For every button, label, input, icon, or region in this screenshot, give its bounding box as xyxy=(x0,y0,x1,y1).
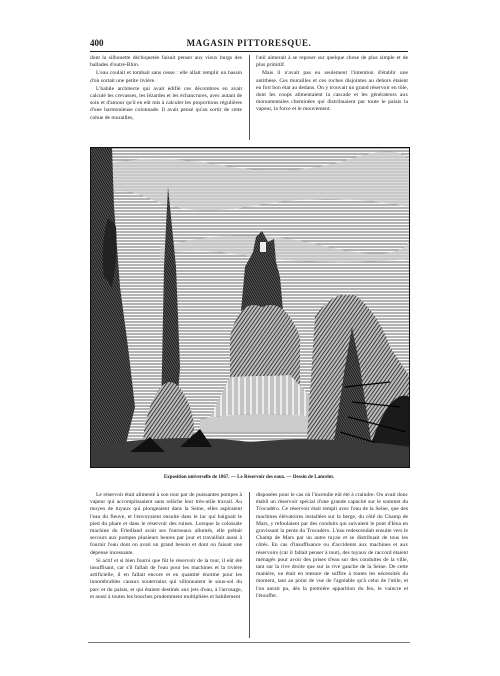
paragraph: Mais il n'avait pas eu seulement l'intention d'établir une antithèse. Ces murailles et ces roches disjointes au dehors étaient en fort bon état au dedans. On y trouvait un grand réservoir en tôle, dont les coups alimentaient la cascade et les générateurs aux monumentales cheminées qui distribuaient par toute le palais la vapeur, la force et le mouvement. xyxy=(256,70,408,113)
column-divider xyxy=(249,492,250,638)
journal-title: MAGASIN PITTORESQUE. xyxy=(186,38,312,48)
paragraph: Si actif et si bien fourni que fût le réservoir de la tour, il eût été insuffisant, car s'il fallait de l'eau pour les machines et la rivière artificielle, il en fallait encore et en quantité énorme pour les innombrables canaux souterrains qui sillonnaient le sous-sol du parc et du palais, et qui étaient destinés aux jets d'eau, à l'arrosage, et aussi à toutes les bouches prudemment multipliées et habilement xyxy=(90,557,242,600)
bottom-right-column xyxy=(256,492,408,601)
top-right-column xyxy=(256,55,408,115)
paragraph: L'eau coulait et tombait sans cesse : elle allait remplir un bassin d'où sortait une petite rivière. xyxy=(90,70,242,84)
illustration-caption: Exposition universelle de 1867. — Le Réservoir des eaux. — Dessin de Lancelot. xyxy=(163,475,335,480)
paragraph: Le réservoir était alimenté à son tour par de puissantes pompes à vapeur qui accomplissaient sans relâche leur très-utile travail. Au moyen de tuyaux qui plongeaient dans la Seine, elles aspiraient l'eau du fleuve, et l'envoyaient ensuite dans le lac qui baignait le pied du phare et dans le réservoir des ruines. Lorsque la colossale machine du Friedland avait ses fourneaux allumés, elle prêtait secours aux pompes plusieurs heures par jour et travaillait aussi à fournir l'eau dont on avait un grand besoin et dont on faisait une dépense incessante. xyxy=(90,492,242,556)
page-number: 400 xyxy=(90,38,104,48)
paragraph: L'habile architecte qui avait édifié ces décombres en avait calculé les crevasses, les lézardes et les échancrures, avec autant de soin et d'amour qu'il en eût mis à calculer les proportions régulières d'une harmonieuse colonnade. Il avait pensé qu'au sortir de cette cohue de murailles, xyxy=(90,85,242,121)
paragraph: disposées pour le cas où l'incendie eût été à craindre. On avait donc établi un réservoir spécial d'une grande capacité sur le sommet du Trocadéro. Ce réservoir était rempli avec l'eau de la Seine, que des machines élévatoires installées sur la berge, du côté du Champ de Mars, y refoulaient par des conduits qui suivaient le pont d'Iéna en gravissant la pente du Trocadéro. L'eau redescendait ensuite vers le Champ de Mars par un autre tuyau et se distribuait de tous les côtés. En cas d'insuffisance ou d'accidents aux machines et aux réservoirs (car il fallait penser à tout), des tuyaux de raccord étaient ménagés pour avoir des prises d'eau sur des conduites de la ville, tant sur la rive droite que sur la rive gauche de la Seine. De cette manière, on était en mesure de suffire à toutes les nécessités du moment, tant au point de vue de l'agréable qu'à celui de l'utile, et l'on aurait pu, dès la première apparition du feu, le vaincre et l'étouffer. xyxy=(256,492,408,599)
footer-rule xyxy=(88,642,410,643)
engraving-illustration xyxy=(90,147,410,468)
top-left-column xyxy=(90,55,242,123)
bottom-left-column xyxy=(90,492,242,602)
header-rule xyxy=(90,51,408,52)
paragraph: l'œil aimerait à se reposer sur quelque chose de plus simple et de plus primitif. xyxy=(256,55,408,69)
column-divider xyxy=(249,55,250,140)
page-header xyxy=(90,38,408,50)
paragraph: dont la silhouette déchiquetée faisait penser aux vieux burgs des ballades d'outre-Rhin. xyxy=(90,55,242,69)
